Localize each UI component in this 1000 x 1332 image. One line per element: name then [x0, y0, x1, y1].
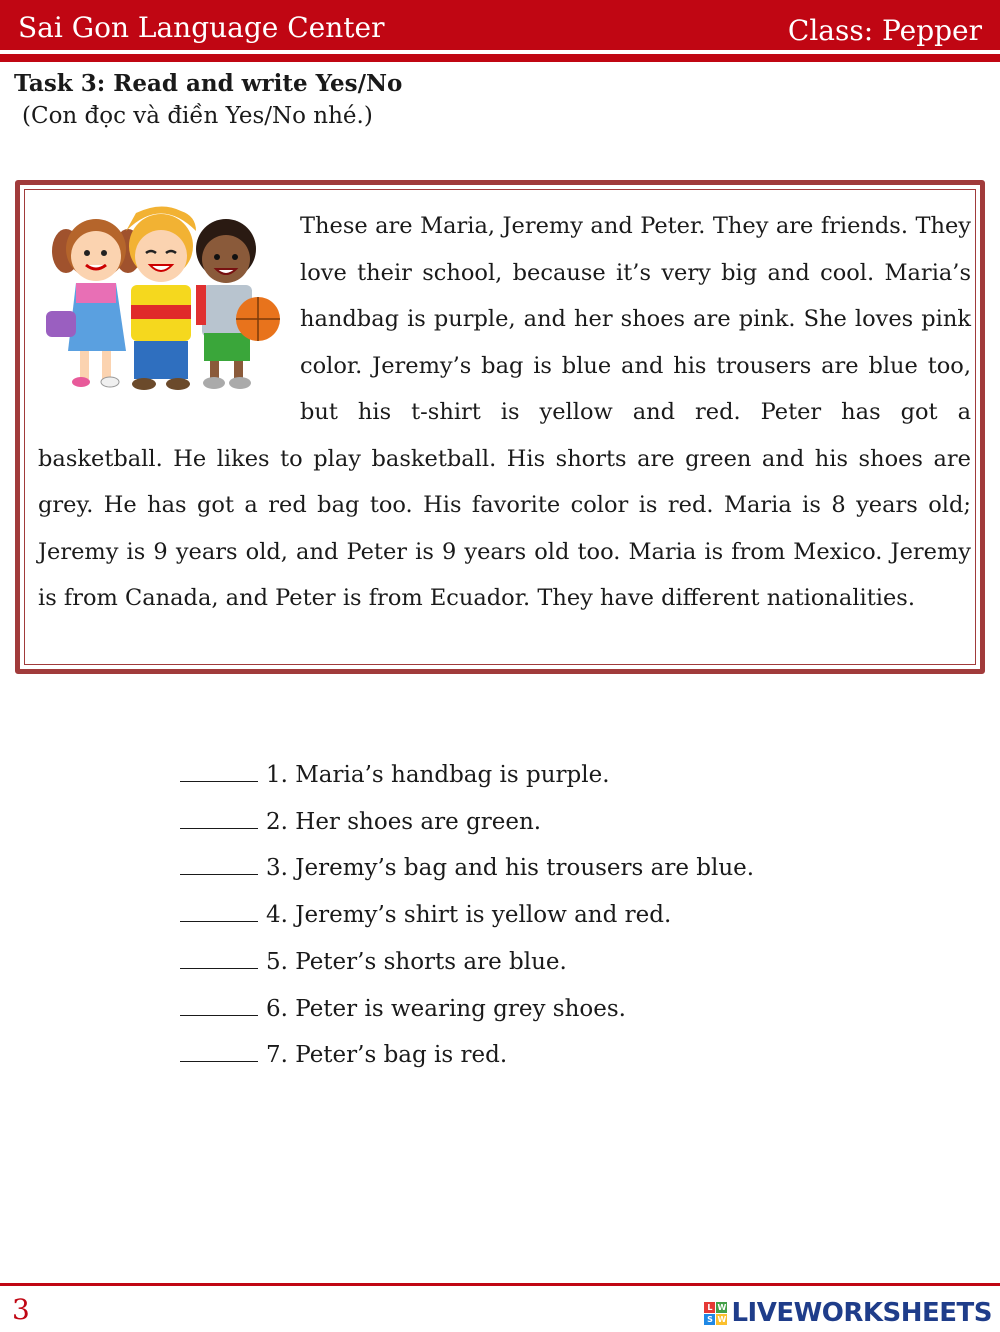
- answer-blank[interactable]: [180, 947, 258, 969]
- list-item: [180, 986, 754, 1033]
- question-text: 7. Peter’s bag is red.: [266, 1042, 508, 1069]
- footer-divider: [0, 1283, 1000, 1286]
- question-text: 3. Jeremy’s bag and his trousers are blue.: [266, 855, 755, 882]
- liveworksheets-logo[interactable]: [704, 1298, 992, 1328]
- class-name: Class: Pepper: [787, 14, 982, 47]
- list-item: [180, 845, 754, 892]
- list-item: [180, 892, 754, 939]
- header-divider: [0, 54, 1000, 62]
- list-item: [180, 1032, 754, 1079]
- page-number: 3: [12, 1293, 30, 1326]
- passage-text: These are Maria, Jeremy and Peter. They are friends. They love their school, because it’s very big and cool. Maria’s handbag is purple, and her shoes are pink. She loves pink color. Jeremy’s bag is blue and his trousers are blue too, but his t-shirt is yellow and red. Peter has got a basketball. He likes to play basketball. His shorts are green and his shoes are grey. He has got a red bag too. His favorite color is red. Maria is 8 years old; Jeremy is 9 years old, and Peter is 9 years old too. Maria is from Mexico. Jeremy is from Canada, and Peter is from Ecuador. They have different nationalities.: [38, 213, 971, 611]
- three-kids-illustration: [36, 201, 286, 401]
- answer-blank[interactable]: [180, 760, 258, 782]
- question-text: 4. Jeremy’s shirt is yellow and red.: [266, 902, 672, 929]
- list-item: [180, 939, 754, 986]
- question-text: 2. Her shoes are green.: [266, 808, 542, 835]
- answer-blank[interactable]: [180, 900, 258, 922]
- answer-blank[interactable]: [180, 854, 258, 876]
- answer-blank[interactable]: [180, 994, 258, 1016]
- answer-blank[interactable]: [180, 1041, 258, 1063]
- task-title: Task 3: Read and write Yes/No: [14, 70, 403, 97]
- question-text: 1. Maria’s handbag is purple.: [266, 762, 610, 788]
- question-list: [180, 752, 754, 1079]
- question-text: 5. Peter’s shorts are blue.: [266, 948, 567, 975]
- list-item: [180, 752, 754, 799]
- header-bar: [0, 0, 1000, 50]
- task-subtitle: (Con đọc và điền Yes/No nhé.): [22, 103, 373, 129]
- list-item: [180, 799, 754, 846]
- answer-blank[interactable]: [180, 807, 258, 829]
- question-text: 6. Peter is wearing grey shoes.: [266, 995, 626, 1022]
- logo-text: LIVEWORKSHEETS: [731, 1298, 992, 1328]
- reading-box: [15, 180, 985, 674]
- center-name: Sai Gon Language Center: [18, 11, 385, 44]
- liveworksheets-logo-icon: L W S W: [704, 1302, 727, 1325]
- reading-passage: [38, 203, 971, 622]
